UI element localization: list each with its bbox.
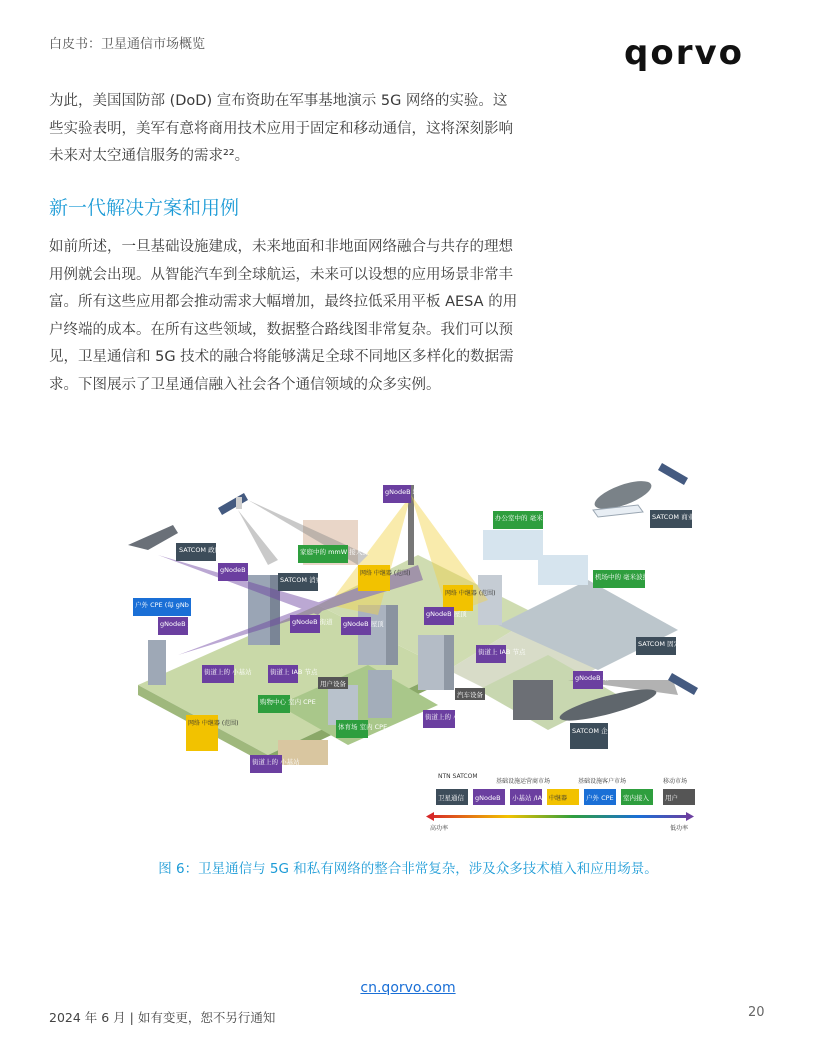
footer-website-link[interactable]: cn.qorvo.com: [360, 980, 456, 996]
section-heading: 新一代解决方案和用例: [49, 197, 240, 219]
svg-text:购物中心 室内 CPE: 购物中心 室内 CPE: [260, 698, 316, 706]
svg-text:gNodeB 塔: gNodeB 塔: [575, 674, 610, 682]
paragraph-dod: 为此，美国国防部 (DoD) 宣布资助在军事基地演示 5G 网络的实验。这些实验表明，美军有意将商用技术应用于固定和移动通信，这将深刻影响未来对太空通信服务的需求²²。: [49, 93, 513, 164]
header-title: 白皮书：卫星通信市场概览: [49, 37, 206, 52]
fighter-jet-icon: [128, 525, 178, 550]
svg-text:户外 CPE (每 gNb 25 个 OPE): 户外 CPE (每 gNb 25 个 OPE): [135, 601, 226, 609]
page-number: 20: [748, 1005, 765, 1020]
satcom-5g-integration-figure: [118, 455, 708, 840]
svg-text:gNodeB 屋顶: gNodeB 屋顶: [160, 620, 201, 628]
svg-text:办公室中的 毫米波接入点: 办公室中的 毫米波接入点: [495, 514, 569, 522]
satellite-icon: [658, 463, 688, 485]
svg-text:汽车设备: 汽车设备: [457, 691, 483, 699]
svg-text:低功率: 低功率: [670, 825, 689, 832]
svg-text:体育场 室内 CPE: 体育场 室内 CPE: [338, 723, 388, 731]
svg-text:家庭中的 mmW 接入点: 家庭中的 mmW 接入点: [300, 548, 369, 556]
svg-text:gNodeB 屋顶: gNodeB 屋顶: [343, 620, 384, 628]
figure-legend: [426, 773, 695, 832]
svg-text:室内接入: 室内接入: [623, 794, 649, 802]
paragraph-use-cases: 如前所述，一旦基础设施建成，未来地面和非地面网络融合与共存的理想用例就会出现。从智能汽车到全球航运，未来可以设想的应用场景非常丰富。所有这些应用都会推动需求大幅增加，最终拉低采用平板 AESA 的用户终端的成本。在所有这些领域，数据整合路线图非常复杂。我们可以预见，卫星通信和 5G 技术的融合将能够满足全球不同地区多样化的数据需求。下图展示了卫星通信融入社会各个通信领域的众多实例。: [49, 239, 518, 393]
svg-text:gNodeB 屋顶: gNodeB 屋顶: [220, 566, 261, 574]
svg-text:基础设施运营商市场: 基础设施运营商市场: [496, 778, 551, 785]
svg-text:用户设备: 用户设备: [320, 680, 346, 688]
svg-text:街道上 IAB 节点: 街道上 IAB 节点: [270, 668, 318, 676]
svg-text:基础设施客户市场: 基础设施客户市场: [578, 778, 627, 785]
svg-text:SATCOM 商业: SATCOM 商业: [652, 513, 695, 521]
svg-text:街道上的 小基站: 街道上的 小基站: [204, 668, 252, 676]
svg-text:街道上的 小基站: 街道上的 小基站: [425, 713, 473, 721]
svg-text:卫星通信: 卫星通信: [438, 794, 464, 802]
svg-text:街道上 IAB 节点: 街道上 IAB 节点: [478, 648, 526, 656]
svg-text:SATCOM 固定: SATCOM 固定: [638, 640, 681, 648]
svg-text:户外 CPE: 户外 CPE: [586, 794, 614, 802]
footer-date-notice: 2024 年 6 月 | 如有变更，恕不另行通知: [49, 1010, 276, 1025]
satellite-icon: [218, 493, 248, 515]
svg-text:SATCOM 消费类: SATCOM 消费类: [280, 576, 329, 584]
qorvo-logo: [624, 34, 764, 74]
svg-text:用户: 用户: [665, 794, 678, 802]
svg-text:移动市场: 移动市场: [663, 778, 688, 785]
svg-text:网络 中继器 (范围): 网络 中继器 (范围): [445, 590, 496, 597]
svg-text:小基站 /IAB: 小基站 /IAB: [512, 794, 547, 802]
svg-text:gNodeB: gNodeB: [475, 794, 501, 802]
svg-text:机场中的 毫米波接入点: 机场中的 毫米波接入点: [595, 573, 663, 581]
svg-text:中继器: 中继器: [549, 795, 568, 802]
figure-caption: 图 6：卫星通信与 5G 和私有网络的整合非常复杂，涉及众多技术植入和应用场景。: [158, 861, 658, 877]
svg-text:高功率: 高功率: [430, 825, 449, 832]
svg-text:gNodeB 街道: gNodeB 街道: [292, 618, 333, 626]
svg-text:qorvo: qorvo: [624, 34, 744, 73]
svg-text:SATCOM 企业 (数据中心): SATCOM 企业 (数据中心): [572, 727, 648, 735]
svg-text:网络 中继器 (范围): 网络 中继器 (范围): [188, 720, 239, 727]
svg-text:gNodeB 屋顶: gNodeB 屋顶: [426, 610, 467, 618]
svg-text:gNodeB 塔: gNodeB 塔: [385, 488, 420, 496]
svg-text:街道上的 小基站: 街道上的 小基站: [252, 758, 300, 766]
svg-text:SATCOM 政府: SATCOM 政府: [179, 546, 222, 554]
svg-text:网络 中继器 (范围): 网络 中继器 (范围): [360, 570, 411, 577]
svg-text:NTN SATCOM: NTN SATCOM: [438, 773, 478, 780]
